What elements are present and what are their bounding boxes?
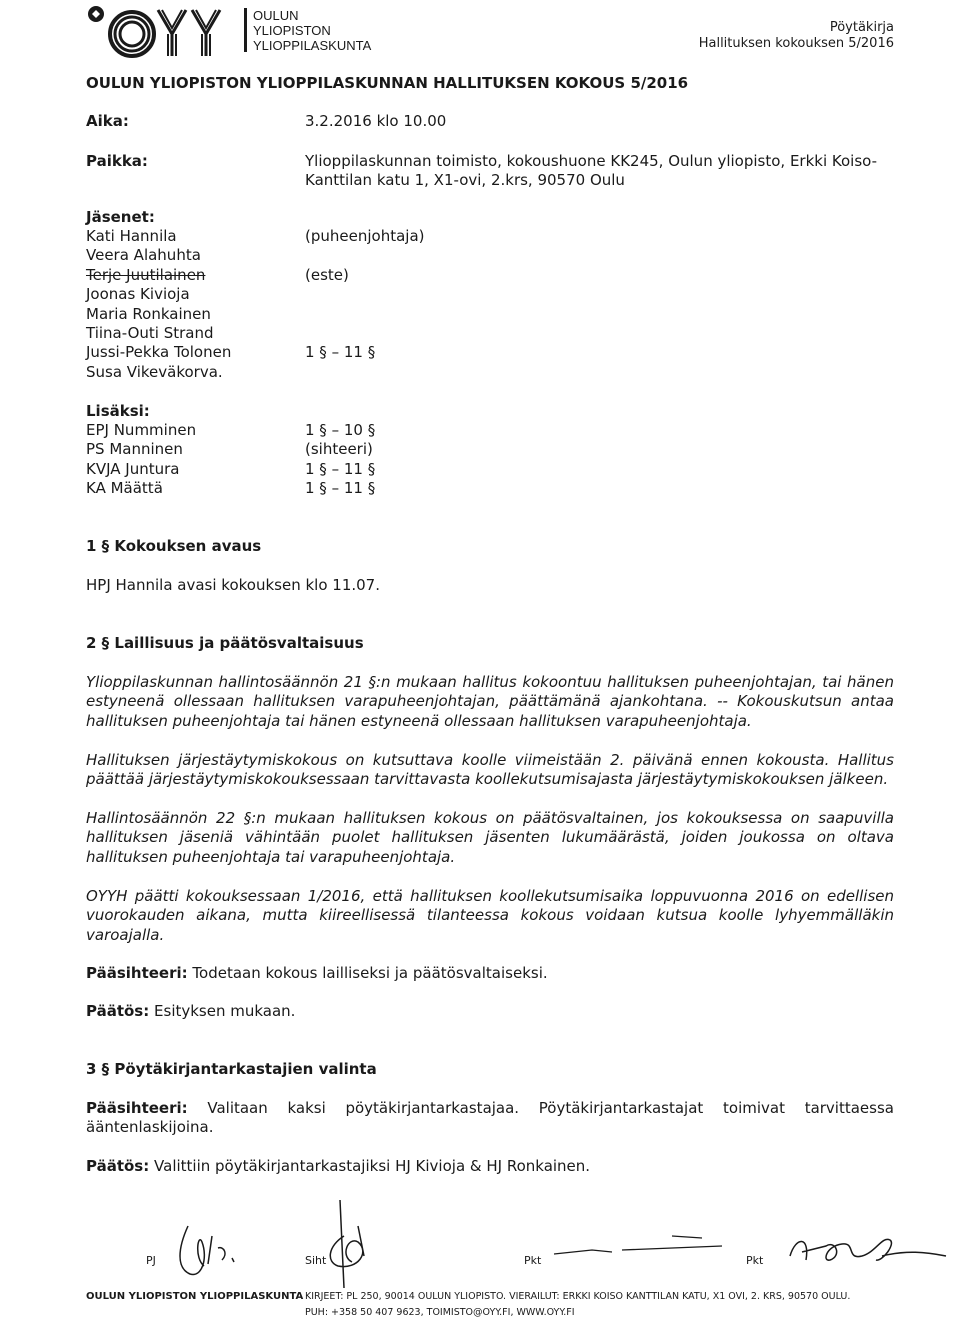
logo-divider	[244, 8, 247, 52]
footer-org: OULUN YLIOPISTON YLIOPPILASKUNTA	[86, 1291, 304, 1302]
members-label: Jäsenet:	[86, 208, 155, 226]
logo-wordmark	[253, 8, 371, 53]
attendee-name: EPJ Numminen	[86, 421, 197, 439]
member-note	[305, 285, 425, 304]
decision-label: Päätös:	[86, 1002, 150, 1020]
section-heading: 2 § Laillisuus ja päätösvaltaisuus	[86, 634, 364, 652]
proposal-text: Todetaan kokous lailliseksi ja päätösvaltaiseksi.	[192, 964, 548, 982]
doc-type-label: Pöytäkirja	[829, 20, 894, 35]
decision-text: Valittiin pöytäkirjantarkastajiksi HJ Kivioja & HJ Ronkainen.	[154, 1157, 591, 1175]
proposal-label: Pääsihteeri:	[86, 964, 188, 982]
footer-address: KIRJEET: PL 250, 90014 OULUN YLIOPISTO. VIERAILUT: ERKKI KOISO KANTTILAN KATU, X1 OVI, 2. KRS, 90570 OULU.	[305, 1291, 851, 1302]
section-paragraph: Ylioppilaskunnan hallintosäännön 21 §:n mukaan hallitus kokoontuu hallituksen puheenjohtajan, tai hänen estyneenä ollessaan hallituksen varapuheenjohtajan, päättämänä ajankohtana. -- Kokouskutsun antaa hallituksen puheenjohtaja tai hänen estyneenä ollessaan hallituksen varapuheenjohtaja.	[86, 673, 894, 730]
decision-line	[86, 1157, 590, 1176]
proposal-text: Valitaan kaksi pöytäkirjantarkastajaa. Pöytäkirjantarkastajat toimivat tarvittaessa ääntenlaskijoina.	[86, 1099, 894, 1137]
member-name: Kati Hannila	[86, 227, 177, 245]
decision-line	[86, 1002, 295, 1021]
additional-list	[86, 421, 196, 499]
member-name: Joonas Kivioja	[86, 285, 190, 304]
proposal-line	[86, 964, 548, 983]
decision-text: Esityksen mukaan.	[154, 1002, 296, 1020]
members-list	[86, 227, 231, 382]
signature-label-siht: Siht	[305, 1254, 327, 1267]
place-label: Paikka:	[86, 152, 148, 170]
signature-label-pkt: Pkt	[524, 1254, 542, 1267]
oyy-logo-icon	[86, 4, 246, 58]
member-note	[305, 363, 425, 382]
logo-line: YLIOPPILASKUNTA	[253, 38, 372, 53]
member-name: Terje Juutilainen	[86, 265, 206, 284]
member-note: (este)	[305, 265, 349, 284]
section-paragraph: OYYH päätti kokouksessaan 1/2016, että hallituksen koollekutsumisaika loppuvuonna 2016 on edellisen vuorokauden aikana, mutta kiireellisessä tilanteessa kokous voidaan kutsua koolle lyhyemmälläkin varoajalla.	[86, 887, 894, 944]
attendee-note: 1 § – 10 §	[305, 421, 376, 439]
document-type	[699, 20, 894, 52]
signature-label-pj: PJ	[146, 1254, 156, 1267]
time-value: 3.2.2016 klo 10.00	[305, 112, 447, 130]
member-name: Susa Vikeväkorva.	[86, 362, 223, 381]
member-name: Veera Alahuhta	[86, 246, 201, 265]
attendee-note: (sihteeri)	[305, 440, 373, 459]
doc-meeting-label: Hallituksen kokouksen 5/2016	[698, 36, 894, 51]
section-paragraph: Hallintosäännön 22 §:n mukaan hallituksen kokous on päätösvaltainen, jos kokouksessa on saapuvilla hallituksen jäseniä vähintään puolet hallituksen jäsenten lukumäärästä, joiden joukossa on oltava hallituksen puheenjohtaja tai varapuheenjohtaja.	[86, 809, 894, 866]
section-paragraph: Hallituksen järjestäytymiskokous on kutsuttava koolle viimeistään 2. päivänä ennen kokousta. Hallitus päättää järjestäytymiskokouksessaan tarvittavasta koollekutsumisajasta järjestäytymiskokouksen jälkeen.	[86, 751, 894, 789]
additional-label: Lisäksi:	[86, 402, 150, 420]
section-text: HPJ Hannila avasi kokouksen klo 11.07.	[86, 576, 380, 594]
attendee-note: 1 § – 11 §	[305, 479, 376, 498]
attendee-note: 1 § – 11 §	[305, 459, 376, 478]
member-name: Maria Ronkainen	[86, 304, 211, 323]
signature-pkt2-icon	[786, 1226, 950, 1276]
attendee-name: KVJA Juntura	[86, 459, 180, 478]
member-note	[305, 246, 425, 265]
attendee-name: KA Määttä	[86, 479, 163, 498]
member-note	[305, 324, 425, 343]
place-line: Kanttilan katu 1, X1-ovi, 2.krs, 90570 Oulu	[305, 171, 625, 189]
signature-pkt1-icon	[552, 1226, 728, 1270]
member-note	[305, 305, 425, 324]
member-name: Tiina-Outi Strand	[86, 324, 214, 343]
page-title: OULUN YLIOPISTON YLIOPPILASKUNNAN HALLITUKSEN KOKOUS 5/2016	[86, 74, 689, 92]
decision-label: Päätös:	[86, 1157, 150, 1175]
member-name: Jussi-Pekka Tolonen	[86, 343, 232, 362]
proposal-paragraph	[86, 1099, 894, 1138]
time-label: Aika:	[86, 112, 129, 130]
signature-label-pkt: Pkt	[746, 1254, 764, 1267]
member-note: (puheenjohtaja)	[305, 227, 425, 245]
section-heading: 1 § Kokouksen avaus	[86, 537, 262, 555]
signature-pj-icon	[168, 1218, 248, 1280]
attendee-name: PS Manninen	[86, 440, 183, 459]
additional-notes	[305, 421, 375, 499]
section-heading: 3 § Pöytäkirjantarkastajien valinta	[86, 1060, 377, 1078]
signature-siht-icon	[318, 1196, 384, 1296]
members-notes	[305, 227, 425, 382]
member-note: 1 § – 11 §	[305, 343, 376, 362]
proposal-label: Pääsihteeri:	[86, 1099, 188, 1117]
logo-line: YLIOPISTON	[253, 23, 331, 38]
place-line: Ylioppilaskunnan toimisto, kokoushuone KK245, Oulun yliopisto, Erkki Koiso-	[305, 152, 878, 170]
logo-line: OULUN	[253, 8, 299, 23]
footer-contact: PUH: +358 50 407 9623, TOIMISTO@OYY.FI, WWW.OYY.FI	[305, 1307, 575, 1318]
